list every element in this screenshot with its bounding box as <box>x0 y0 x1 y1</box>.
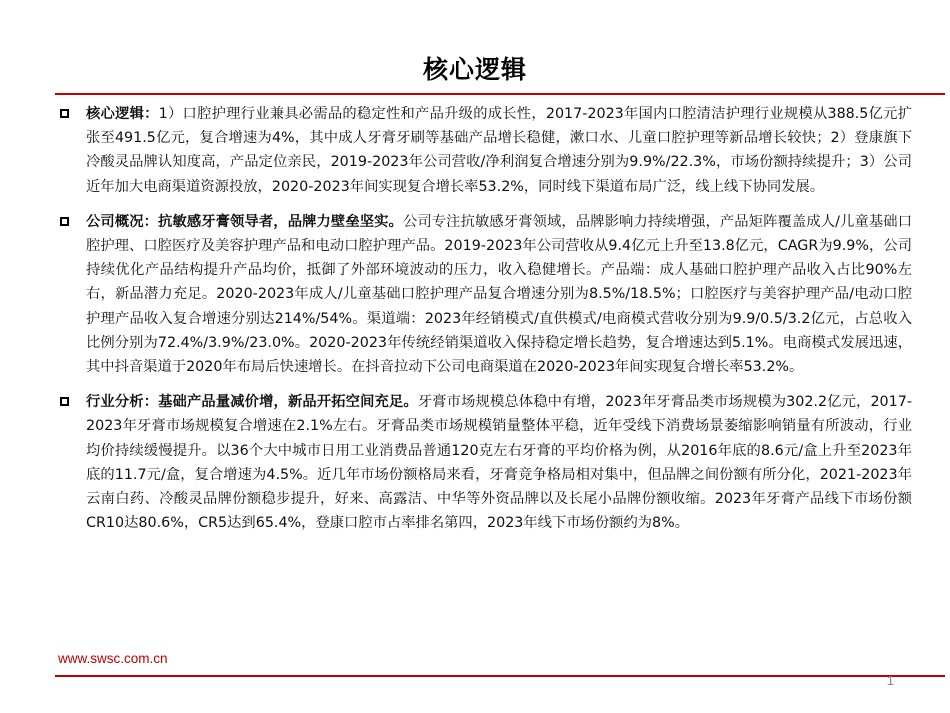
section-body: 公司专注抗敏感牙膏领域，品牌影响力持续增强，产品矩阵覆盖成人/儿童基础口腔护理、口腔医疗及美容护理产品和电动口腔护理产品。2019-2023年公司营收从9.4亿元上升至13.8亿元，CAGR为9.9%，公司持续优化产品结构提升产品均价，抵御了外部环境波动的压力，收入稳健增长。产品端：成人基础口腔护理产品收入占比90%左右，新品潜力充足。2020-2023年成人/儿童基础口腔护理产品复合增速分别为8.5%/18.5%；口腔医疗与美容护理产品/电动口腔护理产品收入复合增速分别达214%/54%。渠道端：2023年经销模式/直供模式/电商模式营收分别为9.9/0.5/3.2亿元，占总收入比例分别为72.4%/3.9%/23.0%。2020-2023年传统经销渠道收入保持稳定增长趋势，复合增速达到5.1%。电商模式发展迅速，其中抖音渠道于2020年布局后快速增长。在抖音拉动下公司电商渠道在2020-2023年间实现复合增长率53.2%。 <box>86 213 912 376</box>
section-lead: 行业分析：基础产品量减价增，新品开拓空间充足。 <box>86 394 418 411</box>
page-number: 1 <box>886 673 894 688</box>
content-body <box>57 102 912 546</box>
square-bullet-icon <box>60 397 69 406</box>
section-core-logic <box>57 102 912 199</box>
section-lead: 核心逻辑： <box>86 106 159 122</box>
section-body: 牙膏市场规模总体稳中有增，2023年牙膏品类市场规模为302.2亿元，2017-2023年牙膏市场规模复合增速在2.1%左右。牙膏品类市场规模销量整体平稳，近年受线下消费场景萎缩影响销量有所波动，行业均价持续缓慢提升。以36个大中城市日用工业消费品普通120克左右牙膏的平均价格为例，从2016年底的8.6元/盒上升至2023年底的11.7元/盒，复合增速为4.5%。近几年市场份额格局来看，牙膏竞争格局相对集中，但品牌之间份额有所分化，2021-2023年云南白药、冷酸灵品牌份额稳步提升，好来、高露洁、中华等外资品牌以及长尾小品牌份额收缩。2023年牙膏产品线下市场份额CR10达80.6%，CR5达到65.4%，登康口腔市占率排名第四，2023年线下市场份额约为8%。 <box>86 394 913 532</box>
section-company-overview <box>57 210 912 379</box>
title-divider <box>55 93 945 95</box>
square-bullet-icon <box>60 109 69 118</box>
section-lead: 公司概况：抗敏感牙膏领导者，品牌力壁垒坚实。 <box>86 213 403 230</box>
section-industry-analysis <box>57 390 912 535</box>
section-body: 1）口腔护理行业兼具必需品的稳定性和产品升级的成长性，2017-2023年国内口腔清洁护理行业规模从388.5亿元扩张至491.5亿元，复合增速为4%，其中成人牙膏牙刷等基础产品增长稳健，漱口水、儿童口腔护理等新品增长较快；2）登康旗下冷酸灵品牌认知度高，产品定位亲民，2019-2023年公司营收/净利润复合增速分别为9.9%/22.3%，市场份额持续提升；3）公司近年加大电商渠道资源投放，2020-2023年间实现复合增长率53.2%，同时线下渠道布局广泛，线上线下协同发展。 <box>86 106 913 195</box>
page-title: 核心逻辑 <box>422 55 527 84</box>
square-bullet-icon <box>60 217 69 226</box>
footer-website-link[interactable]: www.swsc.com.cn <box>58 651 168 666</box>
footer-divider <box>55 675 945 677</box>
